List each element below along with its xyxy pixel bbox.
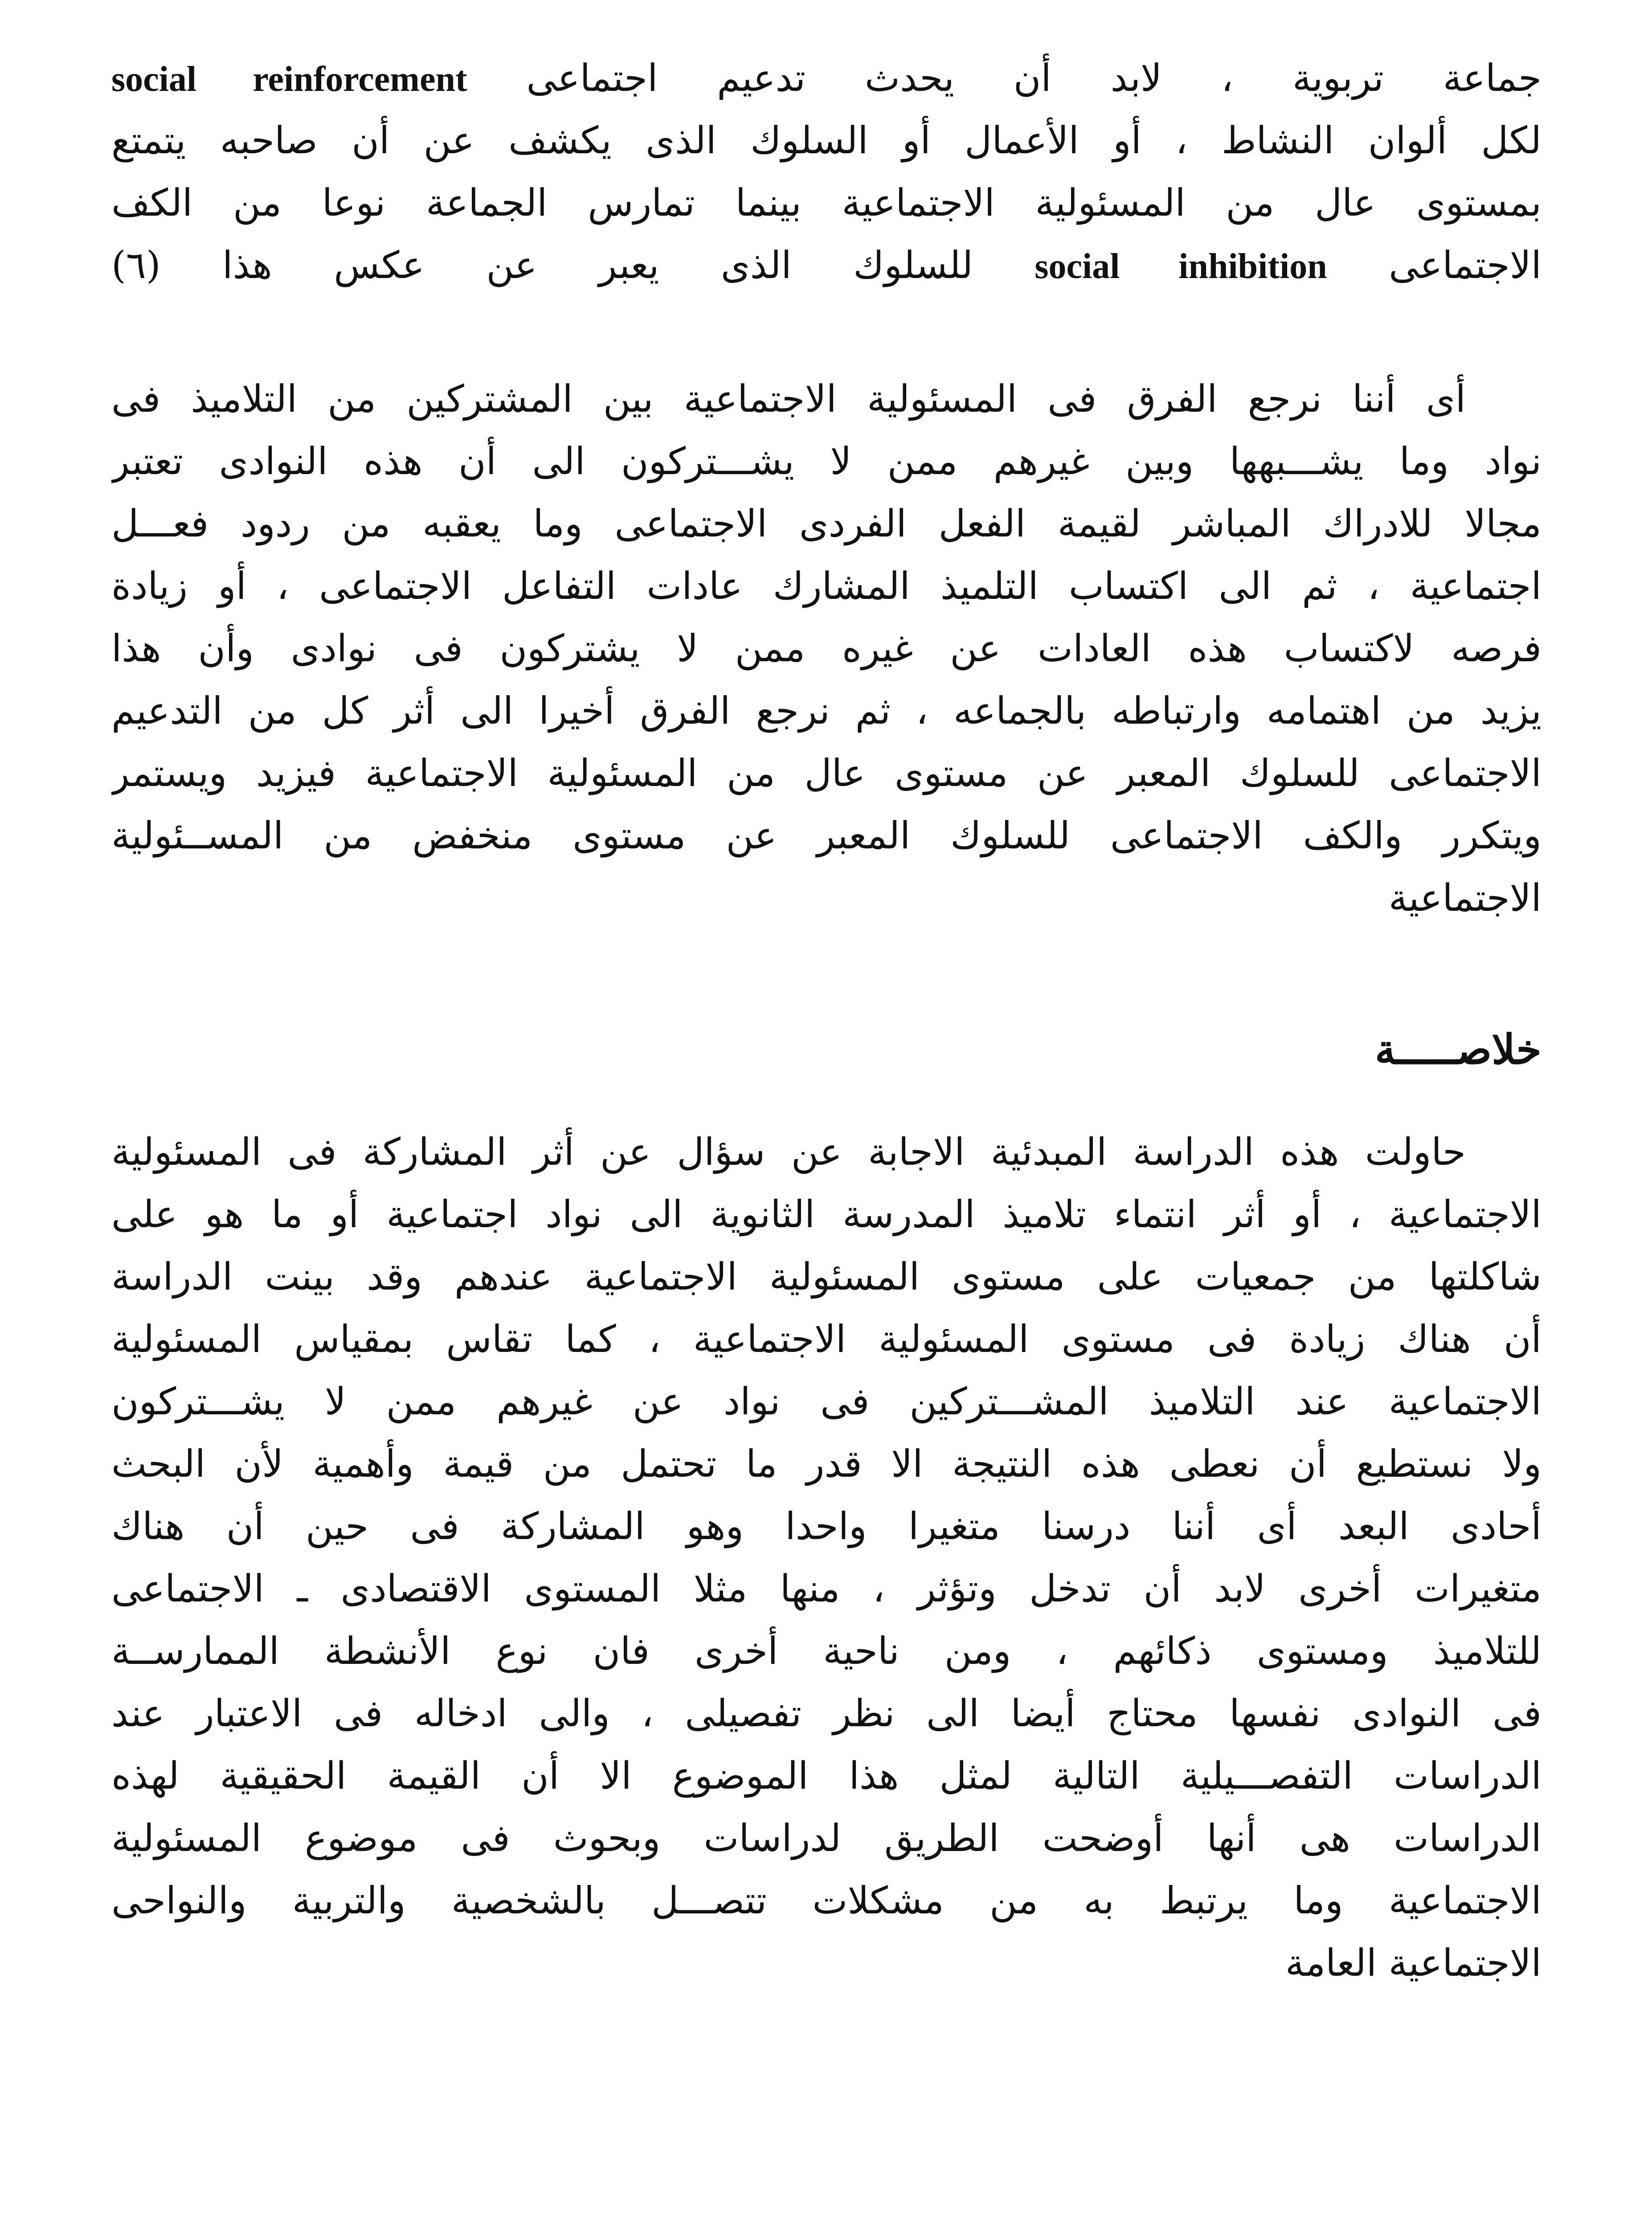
term-social-inhibition: social inhibition	[1035, 247, 1327, 286]
heading-text: خلاصـــــة	[1375, 1025, 1542, 1073]
paragraph-3-line-5: الاجتماعية عند التلاميذ المشـــتركين فى نواد عن غيرهم ممن لا يشـــتركون	[111, 1380, 1542, 1423]
line-text: الاجتماعى	[1389, 243, 1542, 287]
paragraph-3-line-9: للتلاميذ ومستوى ذكائهم ، ومن ناحية أخرى فان نوع الأنشطة الممارســة	[111, 1629, 1542, 1673]
paragraph-2-line-1: أى أننا نرجع الفرق فى المسئولية الاجتماعية بين المشتركين من التلاميذ فى	[111, 377, 1466, 421]
paragraph-2-line-6: يزيد من اهتمامه وارتباطه بالجماعه ، ثم نرجع الفرق أخيرا الى أثر كل من التدعيم	[111, 689, 1542, 733]
line-text: جماعة تربوية ، لابد أن يحدث تدعيم اجتماعى	[526, 56, 1542, 100]
paragraph-3-line-2: الاجتماعية ، أو أثر انتماء تلاميذ المدرسة الثانوية الى نواد اجتماعية أو ما هو على	[111, 1192, 1542, 1236]
paragraph-3-line-8: متغيرات أخرى لابد أن تدخل وتؤثر ، منها مثلا المستوى الاقتصادى ـ الاجتماعى	[111, 1567, 1542, 1610]
paragraph-1-line-3: بمستوى عال من المسئولية الاجتماعية بينما تمارس الجماعة نوعا من الكف	[111, 181, 1542, 225]
paragraph-2-line-8: ويتكرر والكف الاجتماعى للسلوك المعبر عن مستوى منخفض من المســئولية	[111, 814, 1542, 857]
paragraph-3-line-6: ولا نستطيع أن نعطى هذه النتيجة الا قدر ما تحتمل من قيمة وأهمية لأن البحث	[111, 1442, 1542, 1486]
line-text: للسلوك الذى يعبر عن عكس هذا (٦)	[111, 243, 973, 287]
document-page	[111, 49, 1542, 2228]
paragraph-1-line-1	[111, 49, 1542, 107]
paragraph-1-line-2: لكل ألوان النشاط ، أو الأعمال أو السلوك الذى يكشف عن أن صاحبه يتمتع	[111, 119, 1542, 162]
term-social-reinforcement: social reinforcement	[111, 60, 467, 99]
paragraph-2-line-4: اجتماعية ، ثم الى اكتساب التلميذ المشارك عادات التفاعل الاجتماعى ، أو زيادة	[111, 564, 1542, 608]
paragraph-2-line-2: نواد وما يشـــبهها وبين غيرهم ممن لا يشـــتركون الى أن هذه النوادى تعتبر	[111, 439, 1542, 483]
paragraph-3-line-14: الاجتماعية العامة	[1285, 1941, 1542, 1985]
paragraph-3-line-7: أحادى البعد أى أننا درسنا متغيرا واحدا وهو المشاركة فى حين أن هناك	[111, 1504, 1542, 1548]
section-heading	[1375, 1018, 1542, 1081]
paragraph-2-line-3: مجالا للادراك المباشر لقيمة الفعل الفردى الاجتماعى وما يعقبه من ردود فعـــل	[111, 502, 1542, 545]
paragraph-3-line-12: الدراسات هى أنها أوضحت الطريق لدراسات وبحوث فى موضوع المسئولية	[111, 1816, 1542, 1860]
paragraph-2-line-9: الاجتماعية	[1388, 876, 1542, 920]
paragraph-2-line-5: فرصه لاكتساب هذه العادات عن غيره ممن لا يشتركون فى نوادى وأن هذا	[111, 627, 1542, 670]
paragraph-3-line-4: أن هناك زيادة فى مستوى المسئولية الاجتماعية ، كما تقاس بمقياس المسئولية	[111, 1317, 1542, 1361]
paragraph-2-line-7: الاجتماعى للسلوك المعبر عن مستوى عال من المسئولية الاجتماعية فيزيد ويستمر	[111, 751, 1542, 795]
paragraph-3-line-10: فى النوادى نفسها محتاج أيضا الى نظر تفصيلى ، والى ادخاله فى الاعتبار عند	[111, 1691, 1542, 1735]
paragraph-1-line-4	[111, 236, 1542, 294]
paragraph-3-line-3: شاكلتها من جمعيات على مستوى المسئولية الاجتماعية عندهم وقد بينت الدراسة	[111, 1255, 1542, 1298]
paragraph-3-line-1: حاولت هذه الدراسة المبدئية الاجابة عن سؤال عن أثر المشاركة فى المسئولية	[111, 1130, 1466, 1174]
paragraph-3-line-11: الدراسات التفصـــيلية التالية لمثل هذا الموضوع الا أن القيمة الحقيقية لهذه	[111, 1754, 1542, 1798]
paragraph-3-line-13: الاجتماعية وما يرتبط به من مشكلات تتصـــل بالشخصية والتربية والنواحى	[111, 1879, 1542, 1922]
